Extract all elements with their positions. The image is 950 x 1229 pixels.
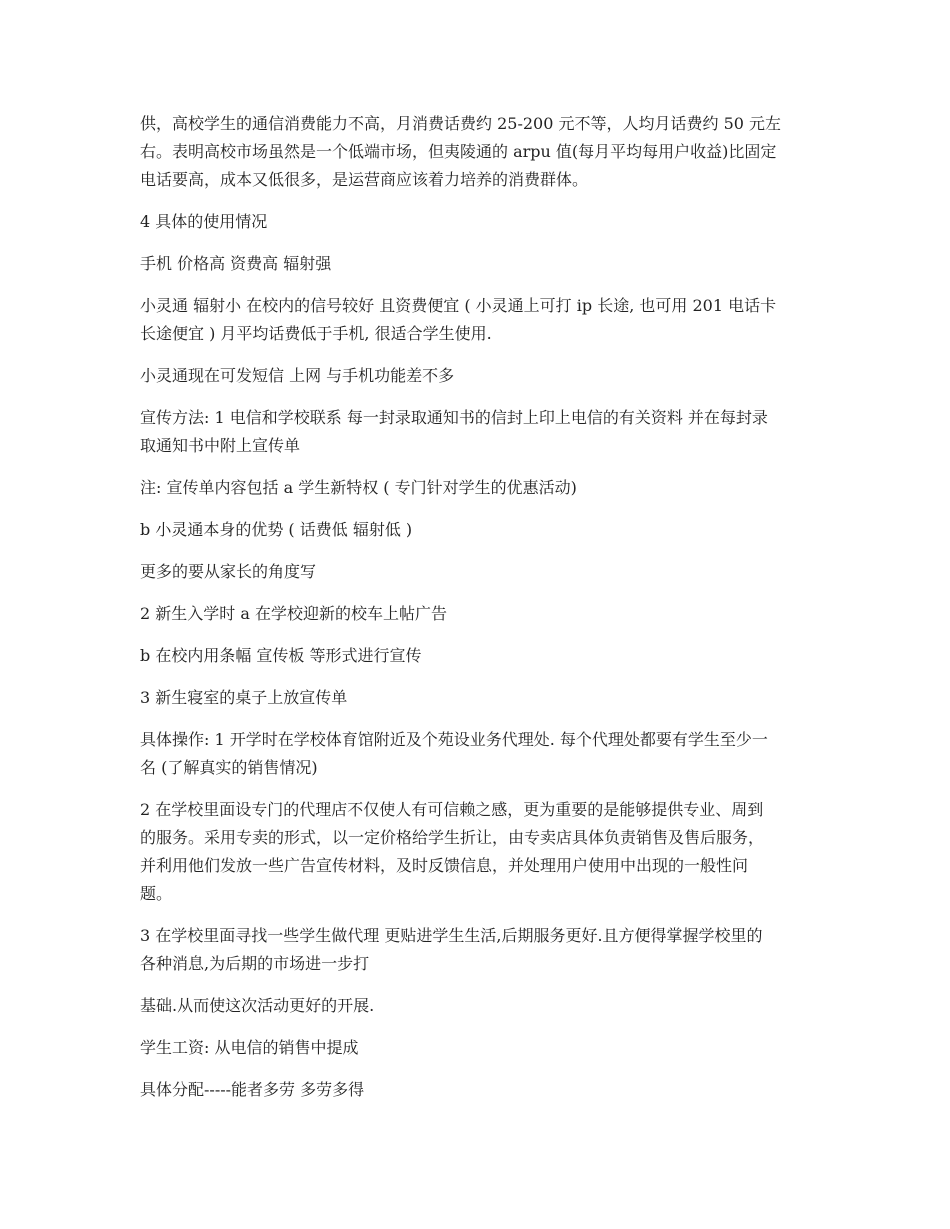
paragraph: [140, 474, 812, 502]
text-line: 注: 宣传单内容包括 a 学生新特权 ( 专门针对学生的优惠活动): [140, 478, 577, 497]
paragraph: [140, 1076, 812, 1104]
paragraph: [140, 600, 812, 628]
text-line: 宣传方法: 1 电信和学校联系 每一封录取通知书的信封上印上电信的有关资料 并在每封录: [140, 408, 768, 427]
paragraph: [140, 726, 812, 782]
text-line: 小灵通现在可发短信 上网 与手机功能差不多: [140, 366, 455, 385]
paragraph: [140, 1034, 812, 1062]
text-line: 并利用他们发放一些广告宣传材料，及时反馈信息，并处理用户使用中出现的一般性问: [140, 856, 749, 875]
text-line: 基础.从而使这次活动更好的开展.: [140, 996, 375, 1015]
text-line: 取通知书中附上宣传单: [140, 436, 301, 455]
section-heading: [140, 208, 812, 236]
paragraph: [140, 362, 812, 390]
text-line: 具体分配-----能者多劳 多劳多得: [140, 1080, 365, 1099]
text-line: 小灵通 辐射小 在校内的信号较好 且资费便宜 ( 小灵通上可打 ip 长途, 也可用 201 电话卡: [140, 296, 777, 315]
text-line: 学生工资: 从电信的销售中提成: [140, 1038, 359, 1057]
text-line: 2 在学校里面设专门的代理店不仅使人有可信赖之感，更为重要的是能够提供专业、周到: [140, 800, 764, 819]
paragraph: [140, 922, 812, 978]
text-line: 2 新生入学时 a 在学校迎新的校车上帖广告: [140, 604, 447, 623]
paragraph: [140, 404, 812, 460]
text-line: 电话要高，成本又低很多，是运营商应该着力培养的消费群体。: [140, 170, 589, 189]
text-line: 名 (了解真实的销售情况): [140, 758, 318, 777]
text-line: 4 具体的使用情况: [140, 212, 268, 231]
paragraph: [140, 516, 812, 544]
text-line: b 小灵通本身的优势 ( 话费低 辐射低 ): [140, 520, 413, 539]
paragraph: [140, 558, 812, 586]
text-line: 的服务。采用专卖的形式，以一定价格给学生折让，由专卖店具体负责销售及售后服务，: [140, 828, 765, 847]
text-line: 3 在学校里面寻找一些学生做代理 更贴进学生生活,后期服务更好.且方便得掌握学校里的: [140, 926, 763, 945]
text-line: b 在校内用条幅 宣传板 等形式进行宣传: [140, 646, 422, 665]
paragraph: [140, 796, 812, 908]
text-line: 各种消息,为后期的市场进一步打: [140, 954, 370, 973]
text-line: 长途便宜 ) 月平均话费低于手机, 很适合学生使用.: [140, 324, 492, 343]
paragraph: [140, 642, 812, 670]
paragraph: [140, 292, 812, 348]
document-body: [140, 110, 812, 1118]
text-line: 具体操作: 1 开学时在学校体育馆附近及个苑设业务代理处. 每个代理处都要有学生至少一: [140, 730, 768, 749]
paragraph: [140, 992, 812, 1020]
text-line: 3 新生寝室的桌子上放宣传单: [140, 688, 348, 707]
text-line: 题。: [140, 884, 173, 903]
text-line: 供，高校学生的通信消费能力不高，月消费话费约 25-200 元不等，人均月话费约 50 元左: [140, 114, 782, 133]
text-line: 右。表明高校市场虽然是一个低端市场，但夷陵通的 arpu 值(每月平均每用户收益)比固定: [140, 142, 777, 161]
paragraph: [140, 684, 812, 712]
paragraph: [140, 110, 812, 194]
text-line: 手机 价格高 资费高 辐射强: [140, 254, 332, 273]
paragraph: [140, 250, 812, 278]
text-line: 更多的要从家长的角度写: [140, 562, 317, 581]
